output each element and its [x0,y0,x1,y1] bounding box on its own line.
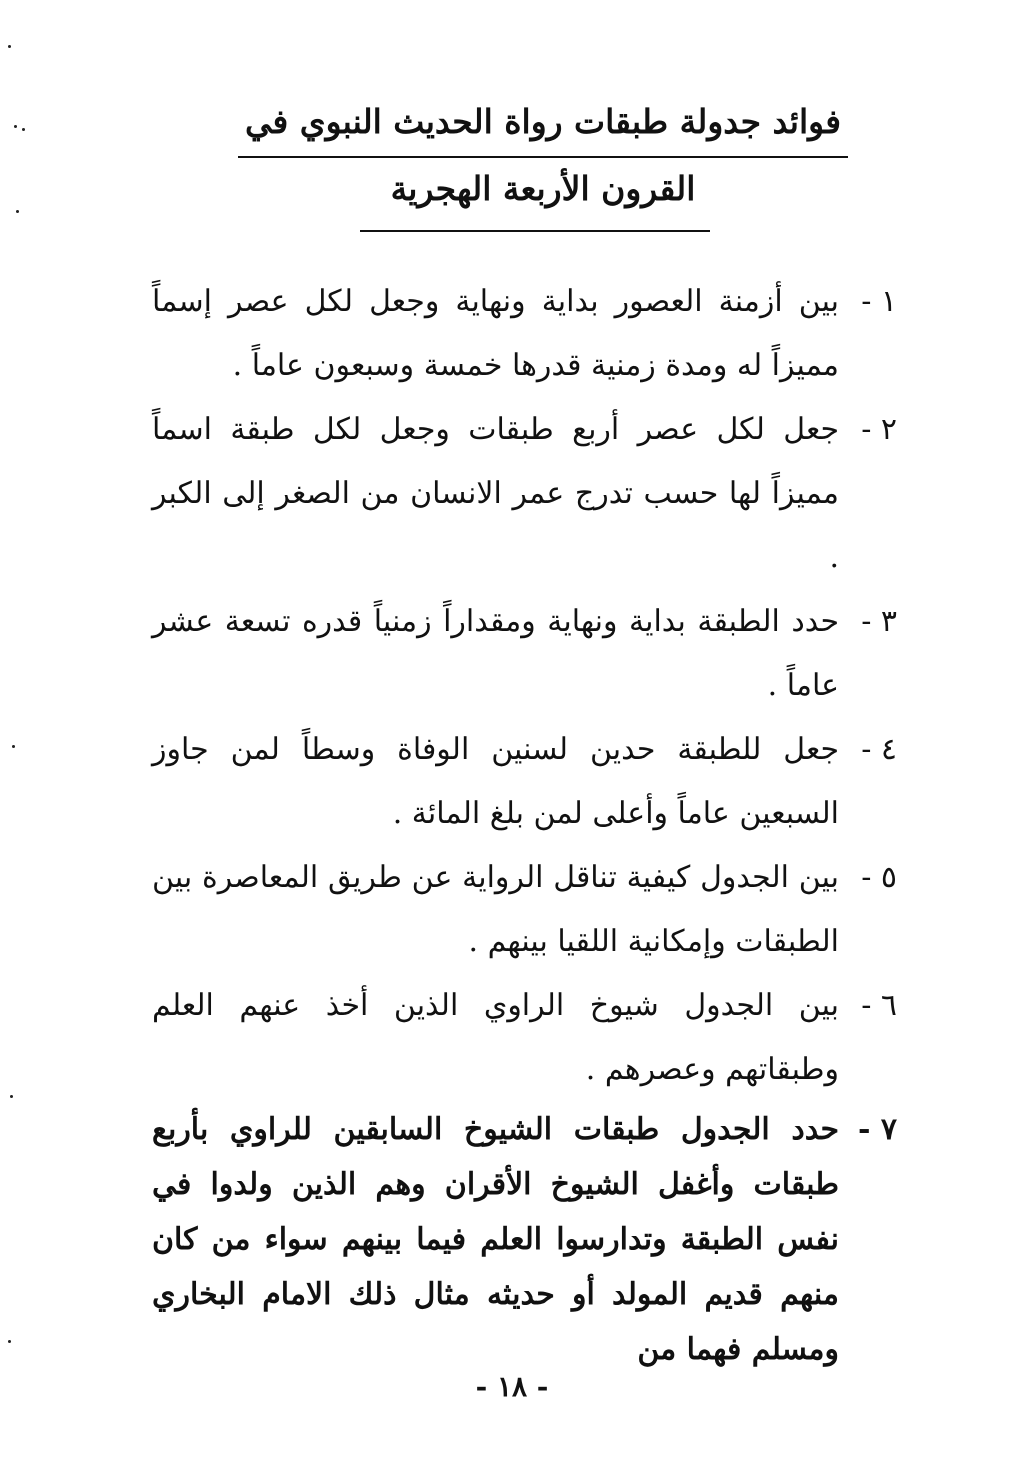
item-number: ٤ - [861,732,897,767]
item-number: ٥ - [861,860,897,895]
item-text: بين الجدول كيفية تناقل الرواية عن طريق المعاصرة بين الطبقات وإمكانية اللقيا بينهم . [152,860,839,959]
page-title-line-2: القرون الأربعة الهجرية [390,169,696,208]
list-item [152,718,897,846]
item-text: بين الجدول شيوخ الراوي الذين أخذ عنهم العلم وطبقاتهم وعصرهم . [152,988,839,1087]
numbered-list [152,270,897,1377]
item-text: بين أزمنة العصور بداية ونهاية وجعل لكل عصر إسماً مميزاً له ومدة زمنية قدرها خمسة وسبعون عاماً . [152,284,839,383]
item-number: ٢ - [861,412,897,447]
list-item [152,590,897,718]
scan-speck [22,128,25,131]
scan-speck [8,1340,11,1343]
item-text: جعل لكل عصر أربع طبقات وجعل لكل طبقة اسماً مميزاً لها حسب تدرج عمر الانسان من الصغر إلى الكبر . [152,412,839,575]
list-item [152,1102,897,1377]
title-block [238,92,848,218]
title-underline [360,230,710,232]
scan-speck [14,125,17,128]
title-divider [238,156,848,158]
list-item [152,270,897,398]
list-item [152,974,897,1102]
item-number: ٦ - [861,988,897,1023]
scan-speck [10,1095,13,1098]
item-number: ٧ - [857,1112,897,1147]
scan-speck [8,45,11,48]
item-text: حدد الطبقة بداية ونهاية ومقداراً زمنياً قدره تسعة عشر عاماً . [152,604,839,703]
item-text: جعل للطبقة حدين لسنين الوفاة وسطاً لمن جاوز السبعين عاماً وأعلى لمن بلغ المائة . [152,732,839,831]
scan-speck [12,745,15,748]
page-number: - ١٨ - [475,1370,549,1403]
scan-speck [16,210,19,213]
item-number: ١ - [861,284,897,319]
item-number: ٣ - [861,604,897,639]
page-title-line-1: فوائد جدولة طبقات رواة الحديث النبوي في [245,102,841,141]
list-item [152,398,897,590]
item-text: حدد الجدول طبقات الشيوخ السابقين للراوي بأربع طبقات وأغفل الشيوخ الأقران وهم الذين ولدوا في نفس الطبقة وتدارسوا العلم فيما بينهم سواء من كان منهم قديم المولد أو حديثه مثال ذلك الامام البخاري ومسلم فهما من [152,1112,839,1367]
list-item [152,846,897,974]
